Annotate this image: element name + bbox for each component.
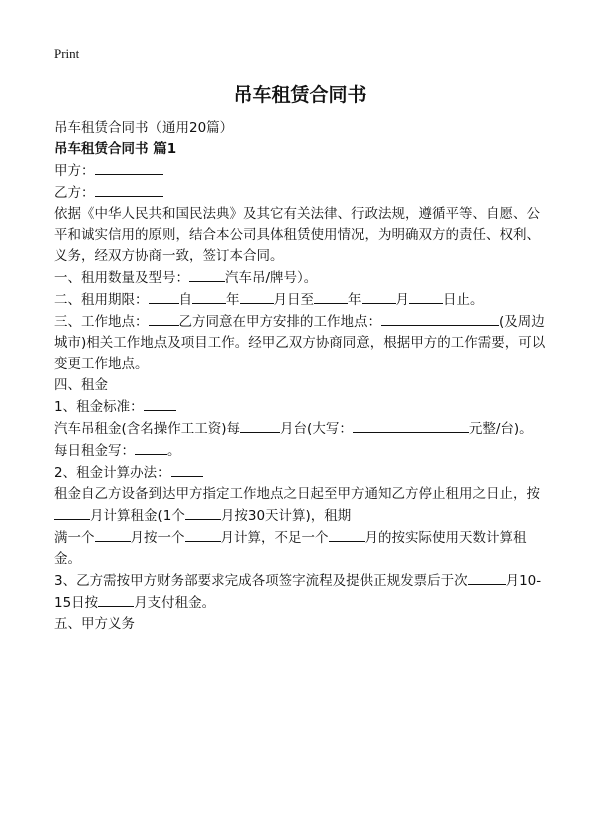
payment-text: 月支付租金。 xyxy=(134,595,216,611)
calc-text: 租金自乙方设备到达甲方指定工作地点之日起至甲方通知乙方停止租用之日止，按 xyxy=(54,486,540,502)
rent-text: 每日租金写： xyxy=(54,443,135,459)
calc-text: 月按30天计算)，租期 xyxy=(220,508,352,524)
blank xyxy=(185,527,221,542)
clause-3-text: 乙方同意在甲方安排的工作地点： xyxy=(178,314,381,330)
print-label[interactable]: Print xyxy=(54,46,80,61)
calc-text: 月的按实际使用天数计算租金。 xyxy=(54,530,527,567)
blank xyxy=(381,311,499,326)
clause-5-title: 五、甲方义务 xyxy=(54,616,135,632)
calc-text: 月按一个 xyxy=(130,530,185,546)
clause-4-title: 四、租金 xyxy=(54,377,108,393)
clause-2-text: 自 xyxy=(178,292,192,308)
party-a-blank xyxy=(95,160,163,175)
intro-paragraph: 依据《中华人民共和国民法典》及其它有关法律、行政法规，遵循平等、自愿、公平和诚实信用的原则，结合本公司具体租赁使用情况，为明确双方的责任、权利、义务，经双方协商一致，签订本合同。 xyxy=(54,206,540,264)
party-a-label: 甲方： xyxy=(54,163,95,179)
clause-2-text: 月 xyxy=(395,292,409,308)
clause-1-text: 一、租用数量及型号： xyxy=(54,270,189,286)
calc-paragraph-2 xyxy=(54,527,550,570)
blank xyxy=(98,592,134,607)
blank xyxy=(329,527,365,542)
payment-text: 月10-15日按 xyxy=(54,573,542,611)
clause-2-text: 年 xyxy=(226,292,240,308)
rent-calc xyxy=(54,462,550,484)
calc-text: 满一个 xyxy=(54,530,95,546)
document-subtitle: 吊车租赁合同书（通用20篇） xyxy=(54,120,234,136)
blank xyxy=(149,311,179,326)
blank xyxy=(468,570,506,585)
blank xyxy=(189,267,225,282)
payment-text: 3、乙方需按甲方财务部要求完成各项签字流程及提供正规发票后于次 xyxy=(54,573,468,589)
rent-text: 汽车吊租金(含名操作工工资)每 xyxy=(54,421,241,437)
blank xyxy=(409,289,443,304)
blank xyxy=(240,418,280,433)
blank xyxy=(240,289,274,304)
blank xyxy=(353,418,469,433)
party-b-label: 乙方： xyxy=(54,185,95,201)
rent-line xyxy=(54,418,550,462)
blank xyxy=(149,289,179,304)
clause-3-text: 三、工作地点： xyxy=(54,314,149,330)
blank xyxy=(192,289,226,304)
clause-2-text: 年 xyxy=(348,292,362,308)
blank xyxy=(135,440,167,455)
clause-2-text: 月日至 xyxy=(273,292,314,308)
blank xyxy=(171,462,203,477)
blank xyxy=(185,505,221,520)
party-a-line xyxy=(54,160,550,182)
blank xyxy=(95,527,131,542)
clause-2-text: 日止。 xyxy=(443,292,484,308)
rent-standard xyxy=(54,396,550,418)
rent-text: 月台(大写： xyxy=(280,421,353,437)
rent-standard-text: 1、租金标准： xyxy=(54,399,144,415)
party-b-blank xyxy=(95,182,163,197)
document-title: 吊车租赁合同书 xyxy=(233,84,367,106)
calc-text: 月计算，不足一个 xyxy=(220,530,329,546)
party-b-line xyxy=(54,182,550,204)
clause-2-text: 二、租用期限： xyxy=(54,292,149,308)
calc-text: 月计算租金(1个 xyxy=(90,508,185,524)
clause-1-text: 汽车吊/牌号）。 xyxy=(225,270,318,286)
document-body xyxy=(54,118,550,635)
blank xyxy=(314,289,348,304)
clause-3 xyxy=(54,311,550,375)
clause-3-text: (及周边城市)相关工作地点及项目工作。经甲乙双方协商同意，根据甲方的工作需要，可以变更工作地点。 xyxy=(54,314,546,372)
blank xyxy=(362,289,396,304)
blank xyxy=(54,505,90,520)
payment-paragraph xyxy=(54,570,550,614)
clause-2 xyxy=(54,289,550,311)
rent-calc-text: 2、租金计算办法： xyxy=(54,465,171,481)
section-title: 吊车租赁合同书 篇1 xyxy=(54,141,177,157)
blank xyxy=(144,396,176,411)
calc-paragraph-1 xyxy=(54,484,550,527)
clause-1 xyxy=(54,267,550,289)
rent-text: 元整/台)。 xyxy=(468,421,533,437)
rent-text: 。 xyxy=(167,443,181,459)
